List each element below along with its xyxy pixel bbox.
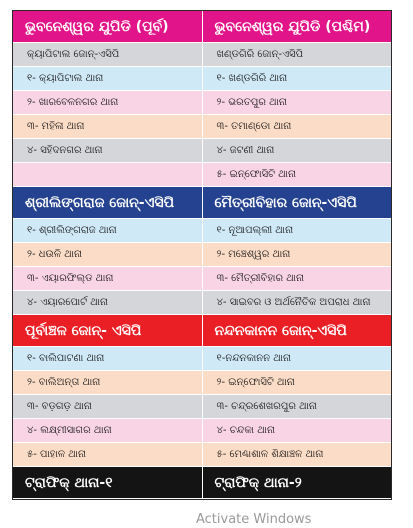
station-right: ୧- ନୂଆପଲ୍ଲୀ ଥାନା [216, 225, 294, 236]
station-right: ୨- ମଞ୍ଚେଶ୍ୱର ଥାନା [216, 249, 291, 260]
station-left: ୨- ଧଉଳି ଥାନା [13, 243, 203, 266]
station-left: ୨- ଖାରବେଳନଗର ଥାନା [13, 91, 203, 114]
station-row [13, 139, 391, 163]
station-row [13, 163, 391, 187]
station-left: ୪- ସହିଦନଗର ଥାନା [13, 139, 203, 162]
station-left [13, 163, 203, 186]
station-right: ୫- ଇନ୍‌ଫୋସିଟି ଥାନା [216, 169, 297, 180]
station-row [13, 219, 391, 243]
station-row [13, 91, 391, 115]
station-right: ୪- ଜଟଣୀ ଥାନା [216, 145, 275, 156]
station-right: ୧-ନନ୍ଦନକାନନ ଥାନା [216, 353, 292, 364]
station-left: ୩- ବଡ଼ଗଡ଼ ଥାନା [13, 395, 203, 418]
zone-header-left: ଟ୍ରାଫିକ୍ ଥାନା-୧ [13, 467, 203, 498]
station-row [13, 43, 391, 67]
station-right: ଖଣ୍ଡଗିରି ଜୋନ୍-ଏସିପି [216, 49, 304, 60]
station-right: ୪- ଚନ୍ଦକା ଥାନା [216, 425, 275, 436]
station-left: ୩- ମହିଳା ଥାନା [13, 115, 203, 138]
zone-header-row [13, 11, 391, 43]
station-left: ୧- କ୍ୟାପିଟାଲ ଥାନା [13, 67, 203, 90]
station-right: ୩- ମୈତ୍ରୀବିହାର ଥାନା [216, 273, 305, 284]
zone-header-right: ଭୁବନେଶ୍ୱର ଯୁପିଡି (ପଶ୍ଚିମ) [214, 18, 371, 35]
station-left: ୧- ବାଲିପାଟଣା ଥାନା [13, 347, 203, 370]
station-left: ୨- ବାଲିଅନ୍ତା ଥାନା [13, 371, 203, 394]
zone-header-right: ନନ୍ଦନକାନନ ଜୋନ୍-ଏସିପି [214, 322, 347, 339]
police-zone-table [12, 10, 392, 500]
station-row [13, 419, 391, 443]
station-row [13, 243, 391, 267]
station-right: ୫- ମେଣ୍ଢାଶାଳ ଶିକ୍ଷାଞ୍ଚଳ ଥାନା [216, 449, 324, 460]
station-left: କ୍ୟାପିଟାଲ ଜୋନ୍-ଏସିପି [13, 43, 203, 66]
station-left: ୪- ଲକ୍ଷ୍ମୀସାଗର ଥାନା [13, 419, 203, 442]
station-row [13, 115, 391, 139]
zone-header-left: ଭୁବନେଶ୍ୱର ଯୁପିଡି (ପୂର୍ବ) [13, 11, 203, 42]
station-row [13, 347, 391, 371]
station-right: ୩- ତମାଣ୍ଡୋ ଥାନା [216, 121, 292, 132]
station-left: ୪- ଏୟାରପୋର୍ଟ ଥାନା [13, 291, 203, 314]
station-right: ୨- ଇନ୍‌ଫୋସିଟି ଥାନା [216, 377, 295, 388]
station-right: ୪- ସାଇବର ଓ ଅର୍ଥନୈତିକ ଅପରାଧ ଥାନା [216, 297, 371, 308]
station-row [13, 267, 391, 291]
station-right: ୨- ଭରତପୁର ଥାନା [216, 97, 287, 108]
zone-header-left: ଶ୍ରୀଲିଙ୍ଗରାଜ ଜୋନ୍-ଏସିପି [13, 187, 203, 218]
station-row [13, 291, 391, 315]
zone-header-right: ମୈତ୍ରୀବିହାର ଜୋନ୍-ଏସିପି [214, 194, 357, 211]
zone-header-row [13, 315, 391, 347]
station-row [13, 395, 391, 419]
station-right: ୧- ଖଣ୍ଡଗିରି ଥାନା [216, 73, 288, 84]
station-left: ୫- ପାହାଳ ଥାନା [13, 443, 203, 466]
zone-header-row [13, 187, 391, 219]
zone-header-right: ଟ୍ରାଫିକ୍ ଥାନା-୨ [214, 474, 302, 491]
station-left: ୧- ଶ୍ରୀଲିଙ୍ଗରାଜ ଥାନା [13, 219, 203, 242]
station-row [13, 371, 391, 395]
activate-windows-watermark: Activate Windows [196, 512, 312, 527]
zone-header-row [13, 467, 391, 499]
station-row [13, 67, 391, 91]
zone-header-left: ପୂର୍ବାଞ୍ଚଳ ଜୋନ୍- ଏସିପି [13, 315, 203, 346]
station-right: ୩- ଚନ୍ଦ୍ରଶେଖରପୁର ଥାନା [216, 401, 317, 412]
station-row [13, 443, 391, 467]
station-left: ୩- ଏୟାରଫିଲ୍ଡ ଥାନା [13, 267, 203, 290]
